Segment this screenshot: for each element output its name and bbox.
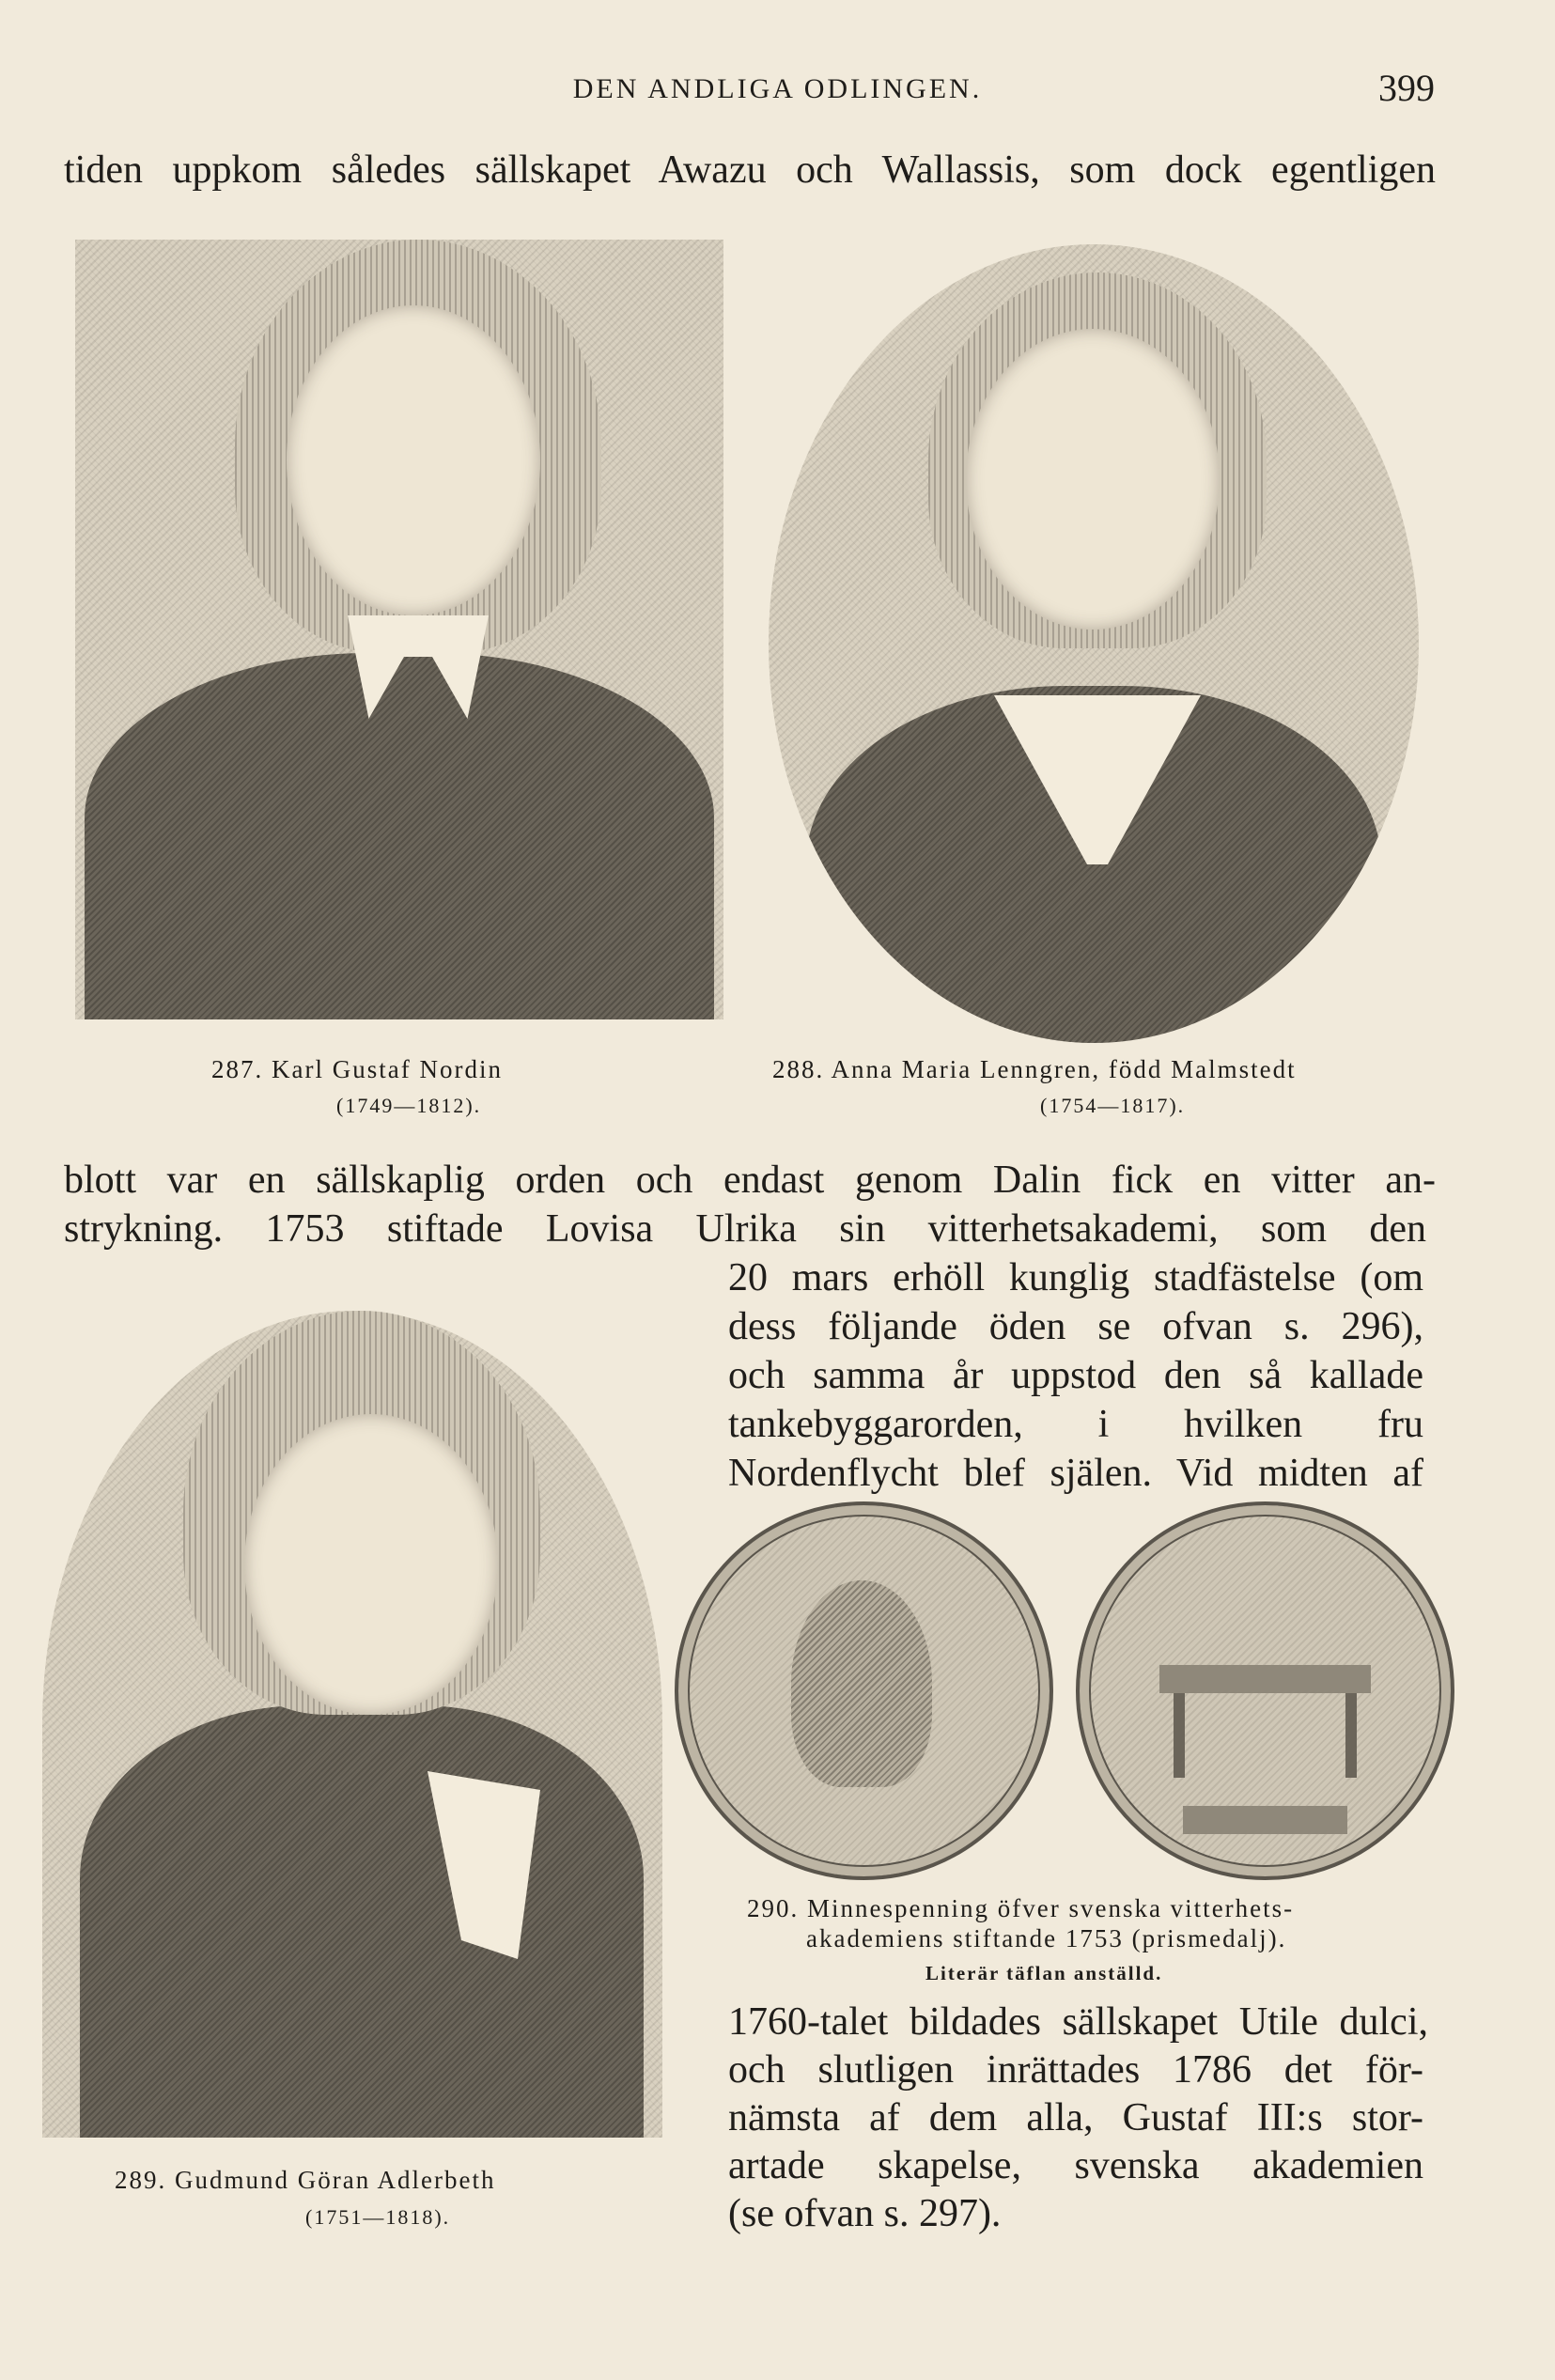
figure-caption: 290. Minnespenning öfver svenska vitterhets- [747,1894,1295,1922]
body-line: dess följande öden se ofvan s. 296), [728,1305,1423,1348]
running-title: DEN ANDLIGA ODLINGEN. [572,73,983,104]
body-line: strykning. 1753 stiftade Lovisa Ulrika sin vitterhetsakademi, som den [64,1207,1426,1251]
body-line: artade skapelse, svenska akademien [728,2144,1423,2187]
figure-years: (1751—1818). [305,2205,451,2229]
figure-caption: 287. Karl Gustaf Nordin [211,1055,503,1083]
body-line: Nordenflycht blef själen. Vid midten af [728,1452,1423,1495]
page-number: 399 [1378,67,1435,109]
body-line: 1760-talet bildades sällskapet Utile dulci, [728,2000,1428,2044]
medal-obverse-image [675,1501,1053,1880]
body-line: 20 mars erhöll kunglig stadfästelse (om [728,1256,1423,1299]
body-line: tankebyggarorden, i hvilken fru [728,1403,1423,1446]
figure-years: (1749—1812). [336,1094,482,1117]
portrait-engraving-288 [769,244,1419,1043]
figure-caption: akademiens stiftande 1753 (prismedalj). [806,1924,1287,1952]
portrait-engraving-287 [75,240,723,1019]
figure-years: (1754—1817). [1040,1094,1186,1117]
medal-reverse-image [1076,1501,1454,1880]
body-line: nämsta af dem alla, Gustaf III:s stor- [728,2096,1423,2139]
portrait-engraving-289 [42,1311,662,2138]
figure-caption: 289. Gudmund Göran Adlerbeth [115,2166,496,2194]
body-line: tiden uppkom således sällskapet Awazu och Wallassis, som dock egentligen [64,148,1436,192]
body-line: och samma år uppstod den så kallade [728,1354,1423,1397]
body-line: blott var en sällskaplig orden och endast genom Dalin fick en vitter an- [64,1159,1436,1202]
figure-sub-caption: Literär täflan anställd. [925,1962,1163,1984]
body-line: (se ofvan s. 297). [728,2192,1002,2235]
body-line: och slutligen inrättades 1786 det för- [728,2048,1423,2092]
figure-caption: 288. Anna Maria Lenngren, född Malmstedt [772,1055,1297,1083]
